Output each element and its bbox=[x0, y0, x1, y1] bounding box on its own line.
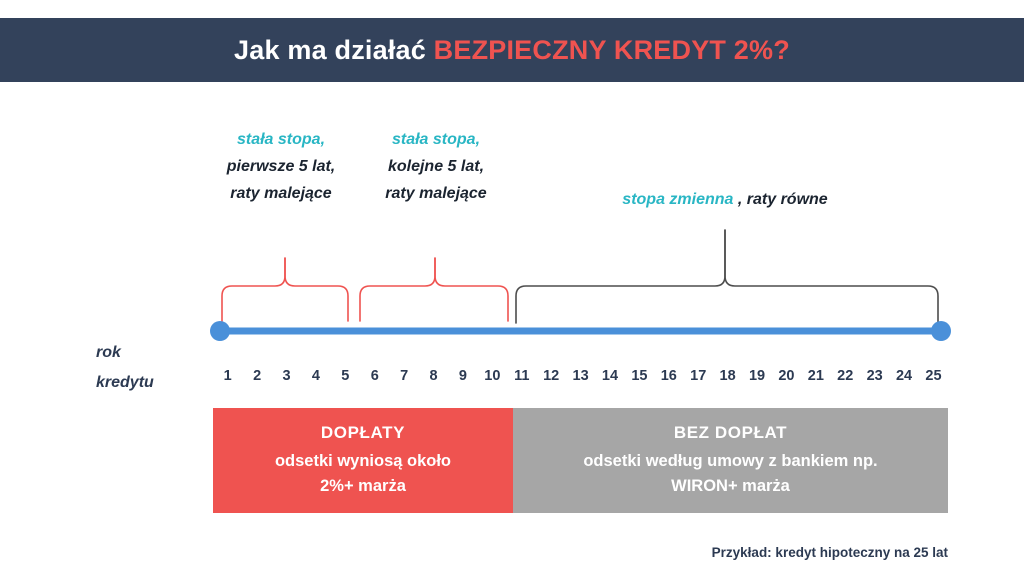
annotation-period-2-highlight: stała stopa, bbox=[391, 131, 481, 148]
footnote: Przykład: kredyt hipoteczny na 25 lat bbox=[711, 545, 948, 560]
box-bez-doplat-line-2: WIRON+ marża bbox=[671, 476, 790, 495]
box-doplaty-line-2: 2%+ marża bbox=[320, 476, 406, 495]
box-doplaty-title: DOPŁATY bbox=[320, 422, 406, 442]
axis-caption bbox=[96, 338, 206, 398]
box-bez-doplat-title: BEZ DOPŁAT bbox=[673, 422, 788, 442]
page-title-accent: BEZPIECZNY KREDYT 2% bbox=[433, 34, 774, 65]
header-bar bbox=[0, 18, 1024, 82]
year-label: 20 bbox=[778, 368, 795, 384]
brace-period-1 bbox=[222, 258, 348, 321]
year-label: 19 bbox=[748, 368, 766, 384]
year-label: 3 bbox=[282, 368, 291, 384]
brace-period-2 bbox=[360, 258, 508, 321]
page-title-prefix: Jak ma działać bbox=[234, 34, 434, 65]
year-label: 6 bbox=[370, 368, 379, 384]
box-bez-doplat bbox=[513, 408, 948, 513]
year-axis bbox=[213, 368, 948, 384]
annotation-period-1-highlight: stała stopa, bbox=[236, 131, 326, 148]
year-label: 21 bbox=[807, 368, 824, 384]
brace-period-3 bbox=[516, 230, 938, 323]
annotation-period-2 bbox=[356, 126, 516, 207]
annotation-period-1-line3: raty malejące bbox=[230, 185, 332, 202]
annotation-period-2-line3: raty malejące bbox=[385, 185, 487, 202]
axis-caption-line2: kredytu bbox=[96, 374, 154, 391]
year-label: 5 bbox=[341, 368, 350, 384]
year-label: 7 bbox=[400, 368, 409, 384]
year-label: 13 bbox=[572, 368, 589, 384]
box-bez-doplat-line-1: odsetki według umowy z bankiem np. bbox=[583, 451, 878, 470]
year-label: 11 bbox=[514, 368, 530, 384]
page-title-suffix: ? bbox=[773, 34, 790, 65]
annotation-period-3 bbox=[560, 188, 890, 212]
year-label: 1 bbox=[223, 368, 232, 384]
year-label: 24 bbox=[895, 368, 913, 384]
year-label: 8 bbox=[429, 368, 438, 384]
box-doplaty bbox=[213, 408, 513, 513]
annotation-period-2-line2: kolejne 5 lat, bbox=[387, 158, 485, 175]
annotation-period-3-highlight: stopa zmienna bbox=[622, 191, 734, 208]
year-label: 18 bbox=[719, 368, 736, 384]
year-label: 4 bbox=[311, 368, 320, 384]
year-label: 23 bbox=[866, 368, 883, 384]
annotation-period-1-line2: pierwsze 5 lat, bbox=[226, 158, 336, 175]
timeline-end-dot bbox=[931, 321, 951, 341]
timeline-start-dot bbox=[210, 321, 230, 341]
axis-caption-line1: rok bbox=[96, 344, 121, 361]
annotation-period-3-rest: , raty równe bbox=[733, 191, 828, 208]
page-title bbox=[234, 35, 790, 66]
year-label: 14 bbox=[601, 368, 619, 384]
year-label: 9 bbox=[458, 368, 467, 384]
year-label: 2 bbox=[253, 368, 262, 384]
box-doplaty-line-1: odsetki wyniosą około bbox=[274, 451, 452, 470]
annotation-period-1 bbox=[196, 126, 366, 207]
summary-boxes bbox=[213, 408, 948, 513]
year-label: 25 bbox=[925, 368, 942, 384]
year-label: 22 bbox=[837, 368, 854, 384]
year-label: 12 bbox=[543, 368, 560, 384]
year-label: 15 bbox=[631, 368, 648, 384]
year-label: 16 bbox=[660, 368, 677, 384]
year-label: 10 bbox=[484, 368, 501, 384]
year-label: 17 bbox=[690, 368, 707, 384]
